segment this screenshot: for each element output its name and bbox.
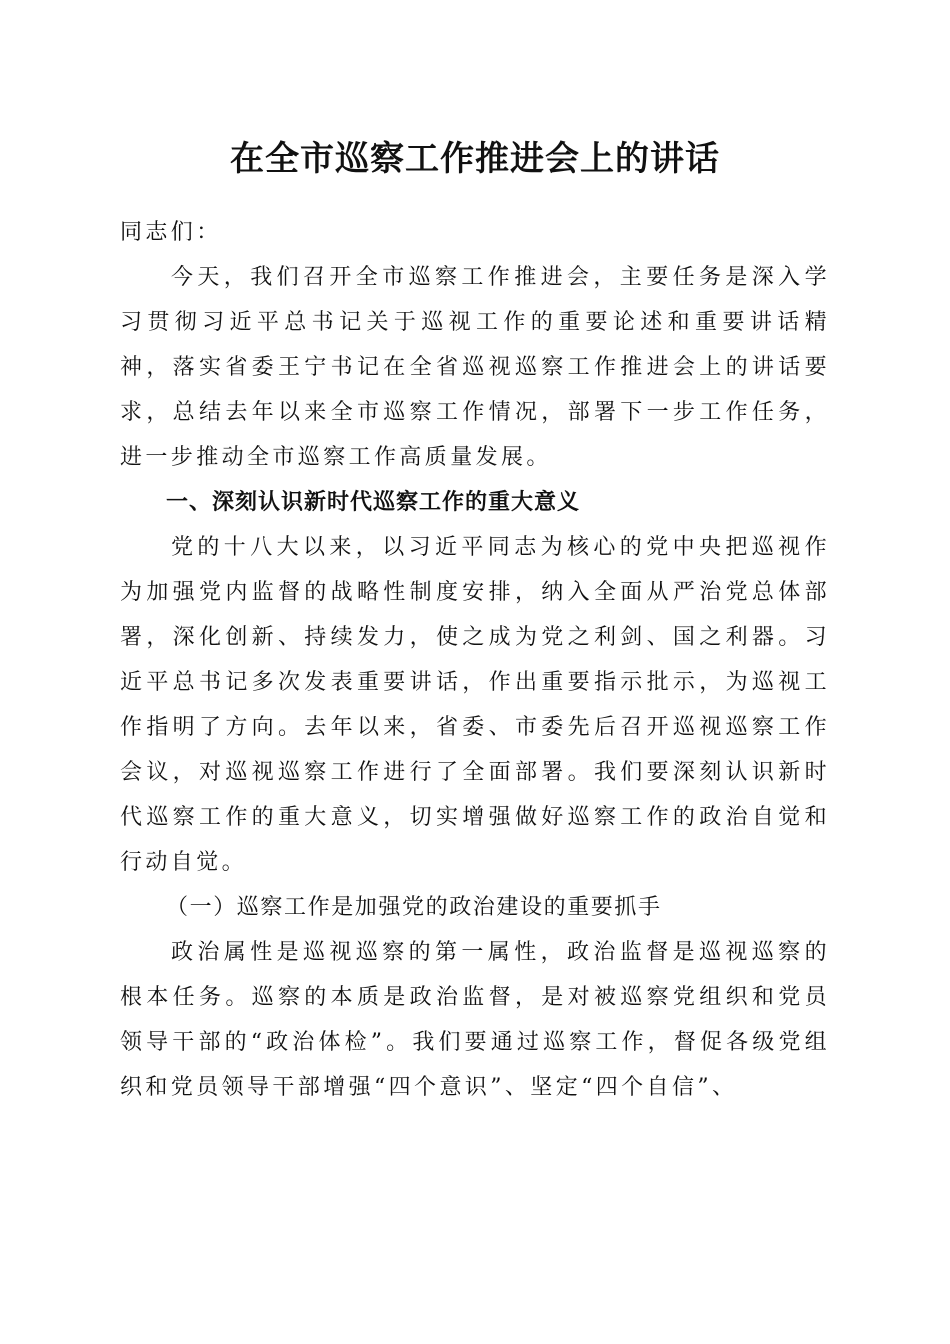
- salutation: 同志们：: [120, 220, 222, 245]
- intro-paragraph: 今天，我们召开全市巡察工作推进会，主要任务是深入学习贯彻习近平总书记关于巡视工作的重要论述和重要讲话精神，落实省委王宁书记在全省巡视巡察工作推进会上的讲话要求，总结去年以来全市巡察工作情况，部署下一步工作任务，进一步推动全市巡察工作高质量发展。: [120, 265, 830, 470]
- subsection-1-paragraph: 政治属性是巡视巡察的第一属性，政治监督是巡视巡察的根本任务。巡察的本质是政治监督，是对被巡察党组织和党员领导干部的“政治体检”。我们要通过巡察工作，督促各级党组织和党员领导干部增强“四个意识”、坚定“四个自信”、: [120, 940, 830, 1100]
- document-body: [120, 202, 830, 1110]
- document-title: 在全市巡察工作推进会上的讲话: [230, 139, 720, 179]
- subsection-heading-1: （一）巡察工作是加强党的政治建设的重要抓手: [166, 895, 662, 920]
- section-1-paragraph: 党的十八大以来，以习近平同志为核心的党中央把巡视作为加强党内监督的战略性制度安排，纳入全面从严治党总体部署，深化创新、持续发力，使之成为党之利剑、国之利器。习近平总书记多次发表重要讲话，作出重要指示批示，为巡视工作指明了方向。去年以来，省委、市委先后召开巡视巡察工作会议，对巡视巡察工作进行了全面部署。我们要深刻认识新时代巡察工作的重大意义，切实增强做好巡察工作的政治自觉和行动自觉。: [120, 535, 830, 875]
- section-heading-1: 一、深刻认识新时代巡察工作的重大意义: [166, 490, 581, 515]
